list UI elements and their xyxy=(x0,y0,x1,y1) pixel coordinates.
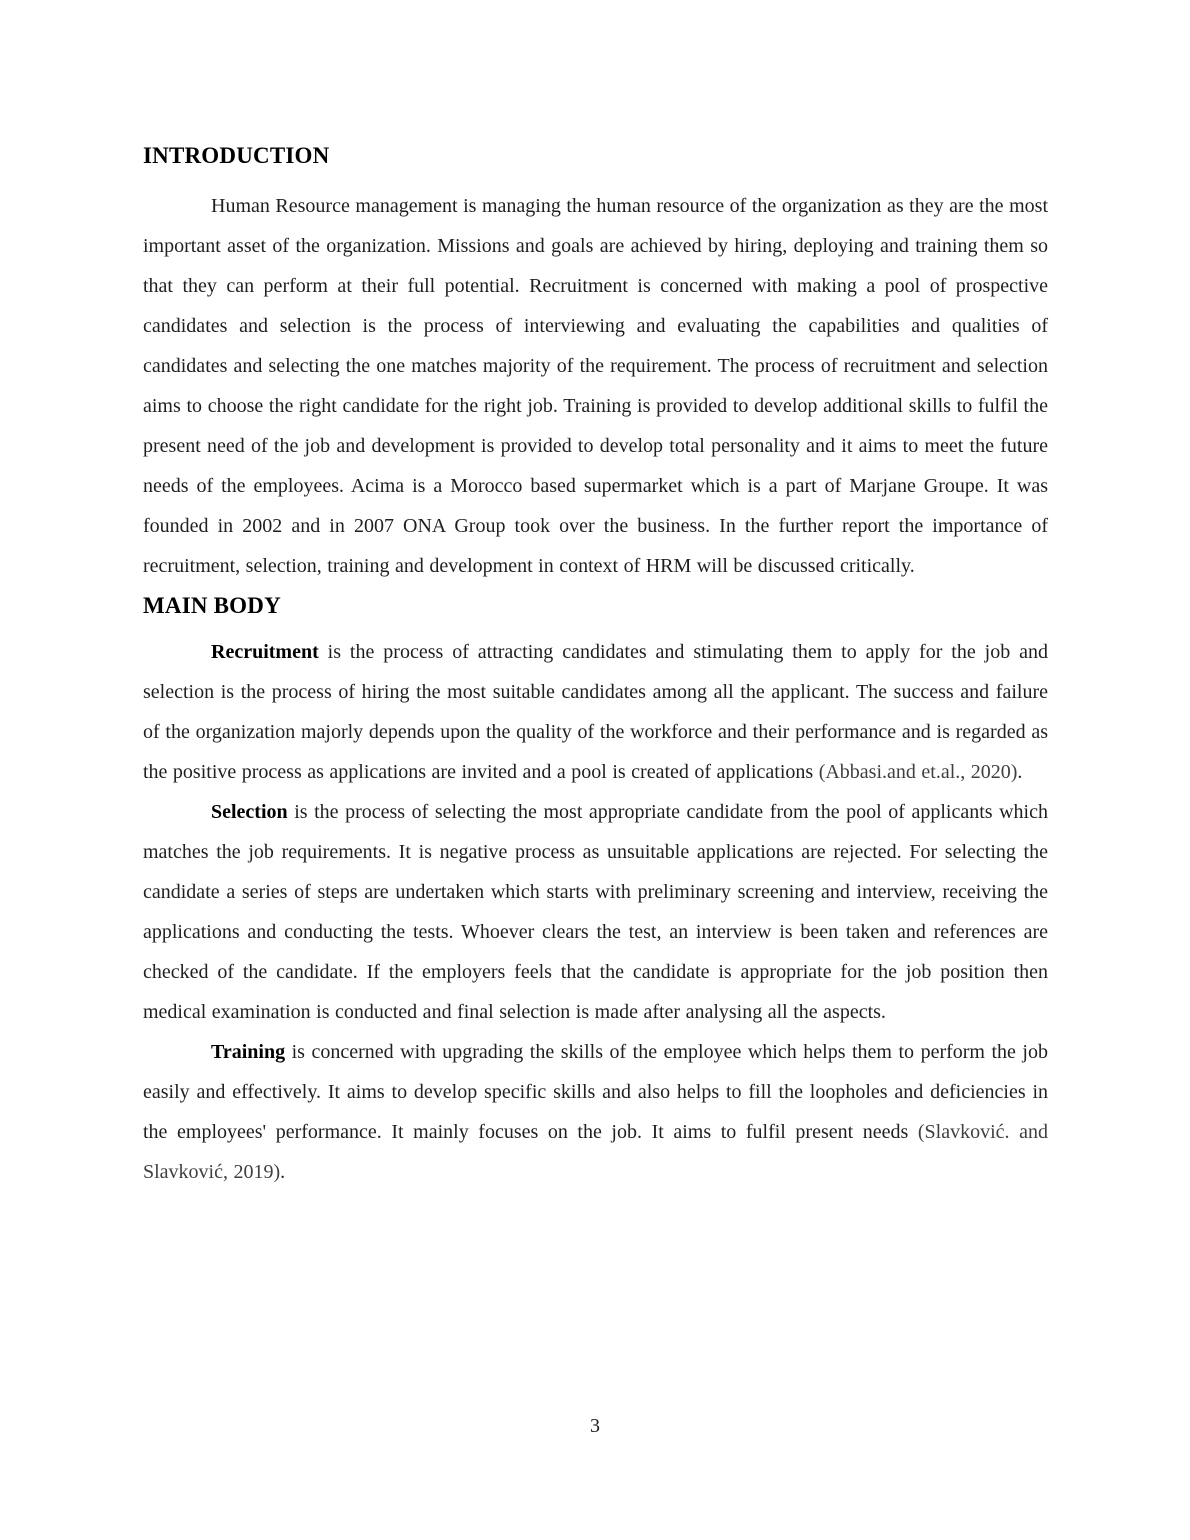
heading-introduction: INTRODUCTION xyxy=(143,143,330,168)
paragraph-selection xyxy=(143,792,1048,1032)
document-content xyxy=(143,142,1048,1192)
heading-main-body: MAIN BODY xyxy=(143,593,281,618)
recruitment-lead-word: Recruitment xyxy=(211,641,319,663)
training-body-text: is concerned with upgrading the skills of the employee which helps them to perform the job easily and effectively. It aims to develop specific skills and also helps to fill the loopholes and deficiencies in the employees' performance. It mainly focuses on the job. It aims to fulfil present needs xyxy=(143,1041,1048,1143)
selection-lead-word: Selection xyxy=(211,801,288,823)
recruitment-body-text: is the process of attracting candidates and stimulating them to apply for the job and selection is the process of hiring the most suitable candidates among all the applicant. The success and failure of the organization majorly depends upon the quality of the workforce and their performance and is regarded as the positive process as applications are invited and a pool is created of applications xyxy=(143,641,1048,783)
training-citation: (Slavković. and Slavković, 2019) xyxy=(143,1121,1048,1183)
paragraph-training xyxy=(143,1032,1048,1192)
recruitment-citation: (Abbasi.and et.al., 2020) xyxy=(818,761,1018,783)
recruitment-period: . xyxy=(1017,761,1023,783)
training-lead-word: Training xyxy=(211,1041,286,1063)
selection-body-text: is the process of selecting the most appropriate candidate from the pool of applicants which matches the job requirements. It is negative process as unsuitable applications are rejected. For selecting the candidate a series of steps are undertaken which starts with preliminary screening and interview, receiving the applications and conducting the tests. Whoever clears the test, an interview is been taken and references are checked of the candidate. If the employers feels that the candidate is appropriate for the job position then medical examination is conducted and final selection is made after analysing all the aspects. xyxy=(143,801,1048,1023)
paragraph-recruitment xyxy=(143,632,1048,792)
training-period: . xyxy=(280,1161,286,1183)
page-number: 3 xyxy=(590,1415,600,1437)
paragraph-introduction: Human Resource management is managing the human resource of the organization as they are the most important asset of the organization. Missions and goals are achieved by hiring, deploying and training them so that they can perform at their full potential. Recruitment is concerned with making a pool of prospective candidates and selection is the process of interviewing and evaluating the capabilities and qualities of candidates and selecting the one matches majority of the requirement. The process of recruitment and selection aims to choose the right candidate for the right job. Training is provided to develop additional skills to fulfil the present need of the job and development is provided to develop total personality and it aims to meet the future needs of the employees. Acima is a Morocco based supermarket which is a part of Marjane Groupe. It was founded in 2002 and in 2007 ONA Group took over the business. In the further report the importance of recruitment, selection, training and development in context of HRM will be discussed critically. xyxy=(143,195,1048,577)
